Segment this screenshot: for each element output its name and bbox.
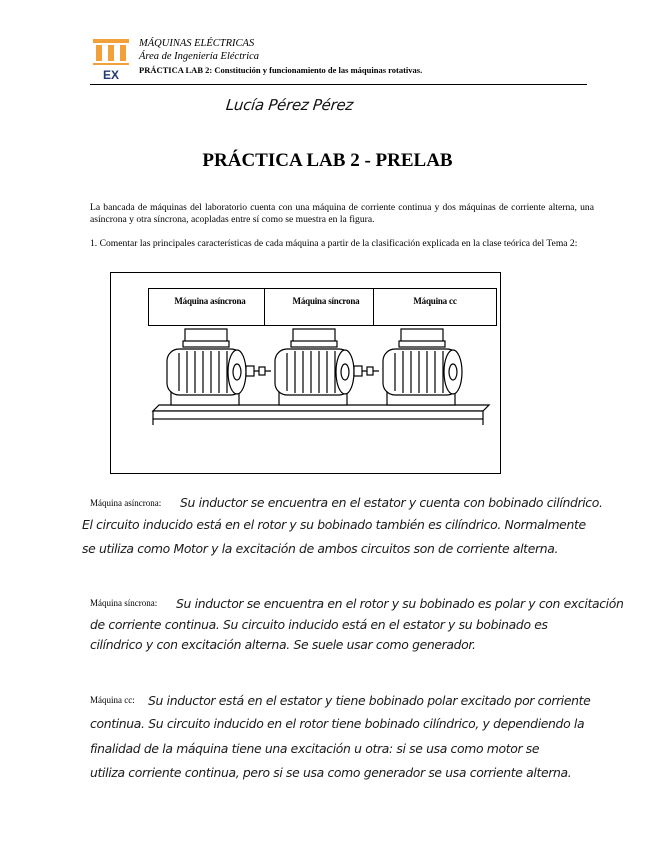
course-name: MÁQUINAS ELÉCTRICAS xyxy=(139,38,255,49)
header-divider xyxy=(90,84,587,85)
answer-dc-line: finalidad de la máquina tiene una excitación u otra: si se usa como motor se xyxy=(90,741,540,756)
answer-asynchronous-line: se utiliza como Motor y la excitación de ambos circuitos son de corriente alterna. xyxy=(82,541,559,556)
label-synchronous-machine: Máquina síncrona xyxy=(264,288,388,326)
student-name-signature: Lucía Pérez Pérez xyxy=(225,96,354,114)
answer-asynchronous-line: El circuito inducido está en el rotor y su bobinado también es cilíndrico. Normalmente xyxy=(82,517,586,532)
machine-bench-figure xyxy=(110,272,501,474)
answer-synchronous-line: cilíndrico y con excitación alterna. Se suele usar como generador. xyxy=(90,637,476,652)
answer-label-synchronous: Máquina síncrona: xyxy=(90,598,158,608)
practice-prefix: PRÁCTICA LAB 2: xyxy=(139,65,213,75)
answer-label-asynchronous: Máquina asíncrona: xyxy=(90,498,162,508)
logo-text: EX xyxy=(102,68,120,81)
answer-dc-line: utiliza corriente continua, pero si se usa como generador se usa corriente alterna. xyxy=(90,765,572,780)
label-dc-machine: Máquina cc xyxy=(373,288,497,326)
page-title: PRÁCTICA LAB 2 - PRELAB xyxy=(202,150,453,171)
practice-header xyxy=(139,65,422,75)
practice-title: Constitución y funcionamiento de las máquinas rotativas. xyxy=(214,65,423,75)
label-asynchronous-machine: Máquina asíncrona xyxy=(148,288,272,326)
answer-dc-line: Su inductor está en el estator y tiene bobinado polar excitado por corriente xyxy=(148,693,591,708)
intro-paragraph: La bancada de máquinas del laboratorio cuenta con una máquina de corriente continua y dos máquinas de corriente alterna, una asíncrona y otra síncrona, acopladas entre sí como se muestra en la figura. xyxy=(90,202,594,225)
answer-label-dc: Máquina cc: xyxy=(90,695,135,705)
question-text: 1. Comentar las principales características de cada máquina a partir de la clasificación explicada en la clase teórica del Tema 2: xyxy=(90,238,578,249)
answer-dc-line: continua. Su circuito inducido en el rotor tiene bobinado cilíndrico, y dependiendo la xyxy=(90,716,585,731)
university-logo xyxy=(90,37,132,81)
answer-synchronous-line: de corriente continua. Su circuito inducido está en el estator y su bobinado es xyxy=(90,617,548,632)
area-name: Área de Ingeniería Eléctrica xyxy=(139,51,260,62)
answer-synchronous-line: Su inductor se encuentra en el rotor y su bobinado es polar y con excitación xyxy=(176,596,624,611)
answer-asynchronous-line: Su inductor se encuentra en el estator y cuenta con bobinado cilíndrico. xyxy=(180,495,603,510)
